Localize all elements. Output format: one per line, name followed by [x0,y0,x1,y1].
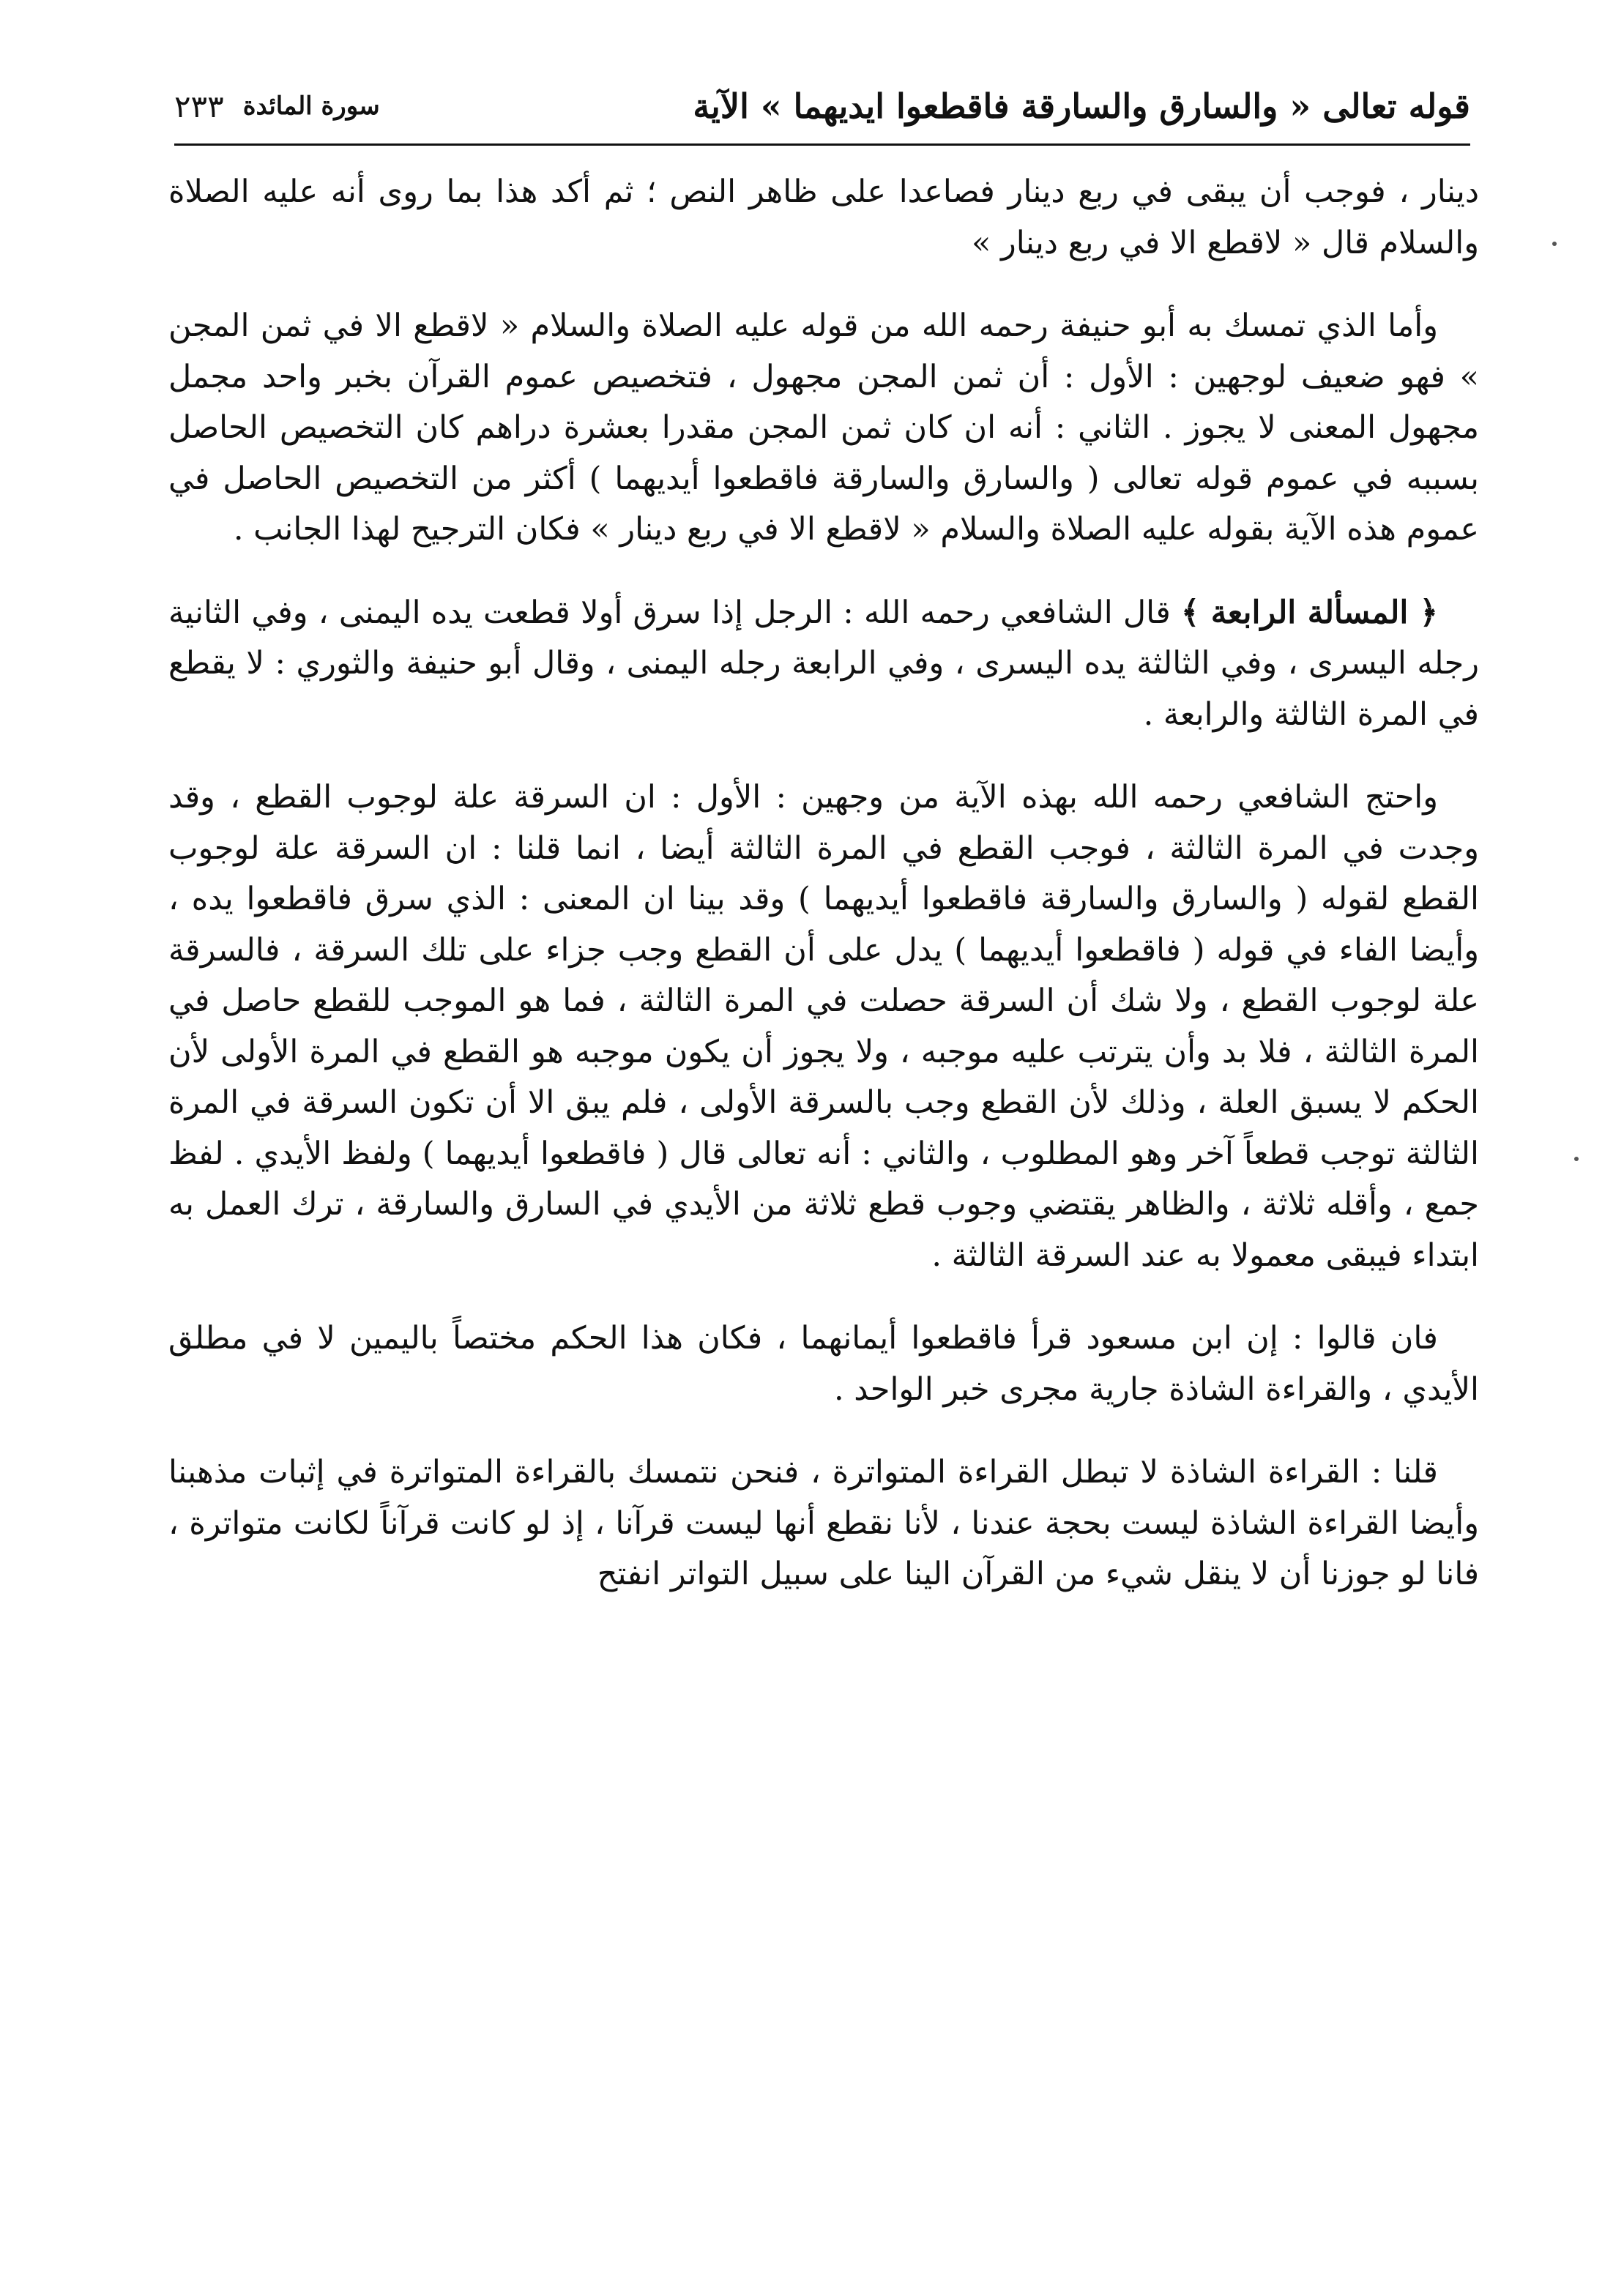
page-number: ٢٣٣ [174,88,224,124]
running-title [693,86,1470,126]
body-text [168,167,1479,1633]
paragraph-4: واحتج الشافعي رحمه الله بهذه الآية من وجهين : الأول : ان السرقة علة لوجوب القطع ، وقد وجدت في المرة الثالثة ، فوجب القطع في المرة الثالثة أيضا ، انما قلنا : ان السرقة علة لوجوب القطع لقوله ( والسارق والسارقة فاقطعوا أيديهما ) وقد بينا ان المعنى : الذي سرق فاقطعوا يده ، وأيضا الفاء في قوله ( فاقطعوا أيديهما ) يدل على أن القطع وجب جزاء على تلك السرقة ، فالسرقة علة لوجوب القطع ، ولا شك أن السرقة حصلت في المرة الثالثة ، فما هو الموجب للقطع حاصل في المرة الثالثة ، فلا بد وأن يترتب عليه موجبه ، ولا يجوز أن يكون موجبه هو القطع في المرة الأولى لأن الحكم لا يسبق العلة ، وذلك لأن القطع وجب بالسرقة الأولى ، فلم يبق الا أن تكون السرقة في المرة الثالثة توجب قطعاً آخر وهو المطلوب ، والثاني : أنه تعالى قال ( فاقطعوا أيديهما ) ولفظ الأيدي . لفظ جمع ، وأقله ثلاثة ، والظاهر يقتضي وجوب قطع ثلاثة من الأيدي في السارق والسارقة ، ترك العمل به ابتداء فيبقى معمولا به عند السرقة الثالثة . [168,779,1479,1274]
running-title-suffix: الآية [693,86,749,126]
margin-speck [1552,242,1557,246]
margin-speck [1574,1157,1579,1161]
paragraph-3 [168,588,1479,741]
page-reference [174,89,380,124]
section-heading: ﴿ المسألة الرابعة ﴾ [1181,594,1439,631]
paragraph-6: قلنا : القراءة الشاذة لا تبطل القراءة المتواترة ، فنحن نتمسك بالقراءة المتواترة في إثبات مذهبنا وأيضا القراءة الشاذة ليست بحجة عندنا ، لأنا نقطع أنها ليست قرآنا ، إذ لو كانت قرآناً لكانت متواترة ، فانا لو جوزنا أن لا ينقل شيء من القرآن الينا على سبيل التواتر انفتح [168,1454,1479,1592]
page-header [174,73,1470,139]
running-title-quote: « والسارق والسارقة فاقطعوا ايديهما » [760,86,1311,126]
header-rule [174,143,1470,146]
paragraph-2: وأما الذي تمسك به أبو حنيفة رحمه الله من قوله عليه الصلاة والسلام « لاقطع الا في ثمن المجن » فهو ضعيف لوجهين : الأول : أن ثمن المجن مجهول ، فتخصيص عموم القرآن بخبر واحد مجمل مجهول المعنى لا يجوز . الثاني : أنه ان كان ثمن المجن مقدرا بعشرة دراهم كان التخصيص الحاصل بسببه في عموم قوله تعالى ( والسارق والسارقة فاقطعوا أيديهما ) أكثر من التخصيص الحاصل في عموم هذه الآية بقوله عليه الصلاة والسلام « لاقطع الا في ربع دينار » فكان الترجيح لهذا الجانب . [168,307,1479,548]
paragraph-1: دينار ، فوجب أن يبقى في ربع دينار فصاعدا على ظاهر النص ؛ ثم أكد هذا بما روى أنه عليه الصلاة والسلام قال « لاقطع الا في ربع دينار » [168,174,1479,261]
surah-name: سورة المائدة [242,92,380,121]
paragraph-3-text: قال الشافعي رحمه الله : الرجل إذا سرق أولا قطعت يده اليمنى ، وفي الثانية رجله اليسرى ، وفي الثالثة يده اليسرى ، وفي الرابعة رجله اليمنى ، وقال أبو حنيفة والثوري : لا يقطع في المرة الثالثة والرابعة . [168,594,1479,733]
paragraph-5: فان قالوا : إن ابن مسعود قرأ فاقطعوا أيمانهما ، فكان هذا الحكم مختصاً باليمين لا في مطلق الأيدي ، والقراءة الشاذة جارية مجرى خبر الواحد . [168,1320,1479,1408]
running-title-prefix: قوله تعالى [1322,86,1470,126]
